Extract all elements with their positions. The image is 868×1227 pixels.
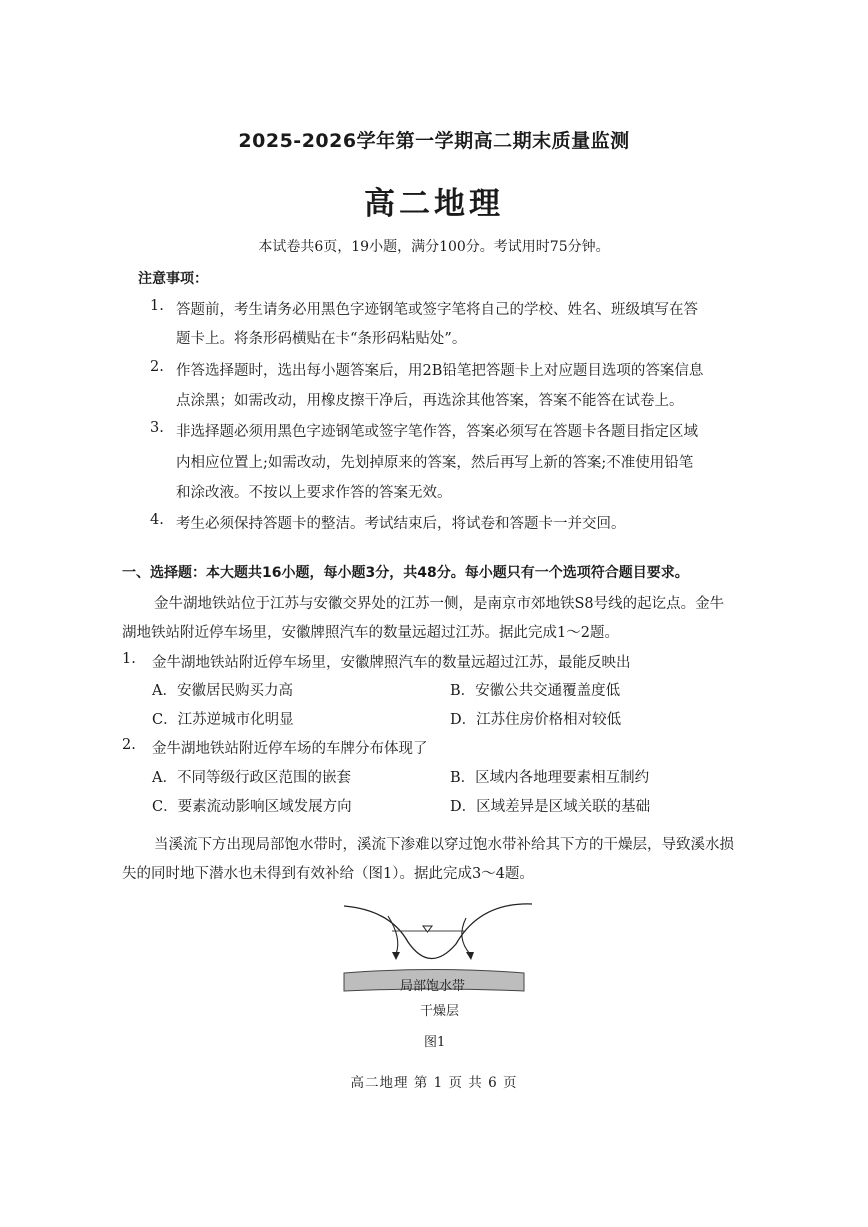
figure-caption: 图1 bbox=[424, 1035, 446, 1050]
notice-item-line: 作答选择题时，选出每小题答案后，用2B铅笔把答题卡上对应题目选项的答案信息 bbox=[176, 363, 704, 379]
passage-line: 当溪流下方出现局部饱水带时，溪流下渗难以穿过饱水带补给其下方的干燥层，导致溪水损 bbox=[154, 837, 734, 853]
saturated-zone-label: 局部饱水带 bbox=[400, 979, 466, 994]
question-number: 2. bbox=[122, 737, 136, 753]
option-b: B．安徽公共交通覆盖度低 bbox=[450, 683, 621, 699]
notice-item-line: 答题前，考生请务必用黑色字迹钢笔或签字笔将自己的学校、姓名、班级填写在答 bbox=[176, 302, 698, 318]
notice-item-number: 2. bbox=[150, 359, 164, 375]
exam-info: 本试卷共6页，19小题，满分100分。考试用时75分钟。 bbox=[258, 239, 610, 255]
option-c: C．要素流动影响区域发展方向 bbox=[152, 799, 352, 815]
notice-item-line: 非选择题必须用黑色字迹钢笔或签字笔作答，答案必须写在答题卡各题目指定区域 bbox=[176, 424, 698, 440]
section-title: 一、选择题：本大题共16小题，每小题3分，共48分。每小题只有一个选项符合题目要求。 bbox=[122, 565, 689, 581]
option-a: A．安徽居民购买力高 bbox=[152, 683, 293, 699]
option-d: D．区域差异是区域关联的基础 bbox=[450, 799, 651, 815]
arrow-head-right bbox=[466, 952, 474, 960]
passage-line: 湖地铁站附近停车场里，安徽牌照汽车的数量远超过江苏。据此完成1～2题。 bbox=[122, 625, 619, 641]
notice-title: 注意事项： bbox=[138, 271, 208, 287]
option-d: D．江苏住房价格相对较低 bbox=[450, 712, 622, 728]
notice-item-line: 题卡上。将条形码横贴在卡“条形码粘贴处”。 bbox=[176, 331, 467, 347]
question-stem: 金牛湖地铁站附近停车场的车牌分布体现了 bbox=[152, 741, 428, 757]
page-footer: 高二地理 第 1 页 共 6 页 bbox=[350, 1075, 518, 1091]
notice-item-number: 3. bbox=[150, 420, 164, 436]
passage-line: 失的同时地下潜水也未得到有效补给（图1）。据此完成3～4题。 bbox=[122, 866, 534, 882]
passage-line: 金牛湖地铁站位于江苏与安徽交界处的江苏一侧，是南京市郊地铁S8号线的起讫点。金牛 bbox=[154, 596, 725, 612]
subject-title: 高二地理 bbox=[364, 186, 504, 222]
arrow-head-left bbox=[392, 952, 400, 960]
notice-item-number: 1. bbox=[150, 298, 164, 314]
option-c: C．江苏逆城市化明显 bbox=[152, 712, 294, 728]
notice-item-line: 和涂改液。不按以上要求作答的答案无效。 bbox=[176, 485, 452, 501]
notice-item-line: 内相应位置上;如需改动，先划掉原来的答案，然后再写上新的答案;不准使用铅笔 bbox=[176, 455, 694, 471]
exam-title: 2025-2026学年第一学期高二期末质量监测 bbox=[238, 130, 630, 152]
question-number: 1. bbox=[122, 651, 136, 667]
option-a: A．不同等级行政区范围的嵌套 bbox=[152, 770, 351, 786]
notice-item-number: 4. bbox=[150, 512, 164, 528]
notice-item-line: 点涂黑；如需改动，用橡皮擦干净后，再选涂其他答案，答案不能答在试卷上。 bbox=[176, 393, 684, 409]
option-b: B．区域内各地理要素相互制约 bbox=[450, 770, 650, 786]
dry-layer-label: 干燥层 bbox=[420, 1004, 460, 1019]
notice-item-line: 考生必须保持答题卡的整洁。考试结束后，将试卷和答题卡一并交回。 bbox=[176, 516, 626, 532]
question-stem: 金牛湖地铁站附近停车场里，安徽牌照汽车的数量远超过江苏，最能反映出 bbox=[152, 655, 631, 671]
seepage-arrow-right bbox=[462, 918, 470, 954]
